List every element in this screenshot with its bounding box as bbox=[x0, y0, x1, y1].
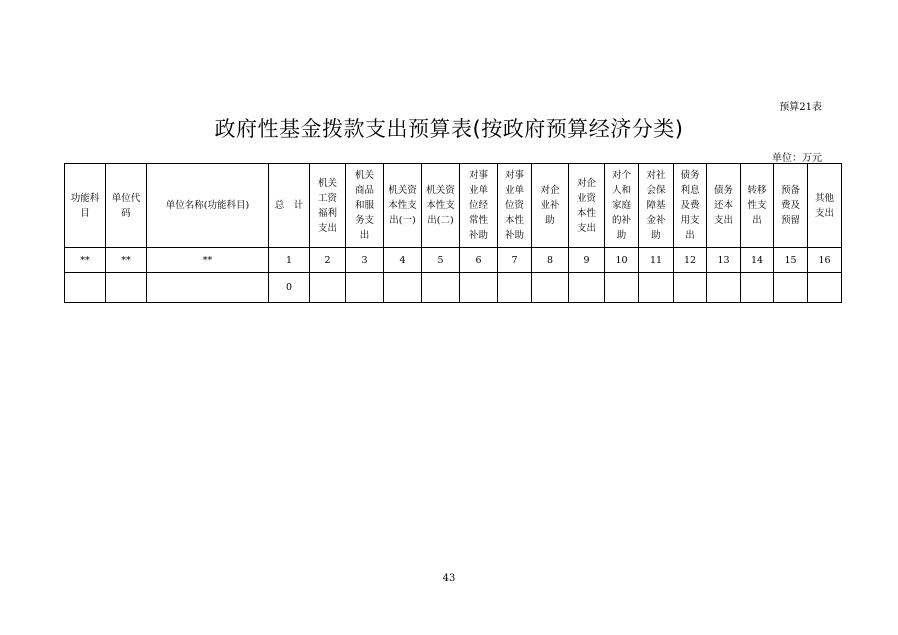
column-header bbox=[310, 164, 346, 248]
table-cell bbox=[498, 273, 532, 303]
column-header bbox=[569, 164, 605, 248]
column-number: 12 bbox=[674, 248, 707, 273]
column-header-label: 总 计 bbox=[274, 200, 304, 211]
column-header-label: 转移 性支 出 bbox=[747, 185, 767, 226]
column-header bbox=[346, 164, 384, 248]
column-header-label: 债务 还本 支出 bbox=[713, 185, 733, 226]
column-number: 11 bbox=[639, 248, 674, 273]
column-header-label: 其他 支出 bbox=[814, 192, 834, 219]
column-header bbox=[532, 164, 569, 248]
column-header bbox=[65, 164, 106, 248]
column-header-label: 对事 业单 位资 本性 补助 bbox=[504, 170, 524, 241]
column-number: 1 bbox=[269, 248, 310, 273]
column-number: 15 bbox=[774, 248, 808, 273]
column-header bbox=[460, 164, 498, 248]
column-header bbox=[741, 164, 774, 248]
column-header-label: 机关 商品 和服 务支 出 bbox=[354, 170, 374, 241]
column-number: 7 bbox=[498, 248, 532, 273]
table-row bbox=[65, 273, 842, 303]
column-number: ** bbox=[65, 248, 106, 273]
column-header-label: 对事 业单 位经 常性 补助 bbox=[468, 170, 488, 241]
table-cell bbox=[605, 273, 639, 303]
column-header bbox=[639, 164, 674, 248]
table-cell bbox=[569, 273, 605, 303]
column-number: 16 bbox=[808, 248, 842, 273]
column-number: ** bbox=[147, 248, 269, 273]
table-cell bbox=[346, 273, 384, 303]
column-header bbox=[269, 164, 310, 248]
column-header-label: 机关资 本性支 出(一) bbox=[388, 185, 417, 226]
column-number: 9 bbox=[569, 248, 605, 273]
table-cell bbox=[384, 273, 422, 303]
column-header-label: 单位名称(功能科目) bbox=[165, 200, 250, 211]
table-cell bbox=[310, 273, 346, 303]
column-header bbox=[605, 164, 639, 248]
column-number: 13 bbox=[707, 248, 741, 273]
column-header-label: 单位代 码 bbox=[111, 192, 141, 219]
column-header-label: 预备 费及 预留 bbox=[780, 185, 800, 226]
table-cell bbox=[707, 273, 741, 303]
column-number: 3 bbox=[346, 248, 384, 273]
table-cell bbox=[774, 273, 808, 303]
column-header-label: 机关 工资 福利 支出 bbox=[317, 177, 337, 234]
column-header bbox=[774, 164, 808, 248]
column-header bbox=[106, 164, 147, 248]
table-label: 预算21表 bbox=[779, 102, 822, 113]
column-header bbox=[707, 164, 741, 248]
column-number: 14 bbox=[741, 248, 774, 273]
column-header-label: 对企 业补 助 bbox=[540, 185, 560, 226]
table-cell bbox=[532, 273, 569, 303]
table-cell bbox=[147, 273, 269, 303]
column-number: 2 bbox=[310, 248, 346, 273]
table-cell bbox=[639, 273, 674, 303]
table-cell bbox=[460, 273, 498, 303]
column-number: 10 bbox=[605, 248, 639, 273]
table-cell bbox=[741, 273, 774, 303]
column-header bbox=[674, 164, 707, 248]
budget-table bbox=[64, 163, 842, 303]
unit-label: 单位：万元 bbox=[772, 153, 822, 164]
header-row bbox=[65, 164, 842, 248]
table-cell: 0 bbox=[269, 273, 310, 303]
table-cell bbox=[65, 273, 106, 303]
column-header bbox=[384, 164, 422, 248]
column-header-label: 对社 会保 障基 金补 助 bbox=[646, 170, 666, 241]
table-cell bbox=[674, 273, 707, 303]
column-number: 8 bbox=[532, 248, 569, 273]
table-cell bbox=[106, 273, 147, 303]
column-header-label: 功能科 目 bbox=[70, 192, 100, 219]
page-number: 43 bbox=[442, 573, 456, 584]
column-number: 5 bbox=[422, 248, 460, 273]
column-number: ** bbox=[106, 248, 147, 273]
table-cell bbox=[422, 273, 460, 303]
table-cell bbox=[808, 273, 842, 303]
page-title: 政府性基金拨款支出预算表(按政府预算经济分类) bbox=[214, 117, 684, 141]
number-row bbox=[65, 248, 842, 273]
column-header bbox=[422, 164, 460, 248]
column-header bbox=[147, 164, 269, 248]
column-number: 6 bbox=[460, 248, 498, 273]
column-header-label: 对企 业资 本性 支出 bbox=[576, 177, 596, 234]
column-header bbox=[498, 164, 532, 248]
column-header-label: 机关资 本性支 出(二) bbox=[426, 185, 455, 226]
column-number: 4 bbox=[384, 248, 422, 273]
column-header bbox=[808, 164, 842, 248]
column-header-label: 债务 利息 及费 用支 出 bbox=[680, 170, 700, 241]
column-header-label: 对个 人和 家庭 的补 助 bbox=[611, 170, 631, 241]
